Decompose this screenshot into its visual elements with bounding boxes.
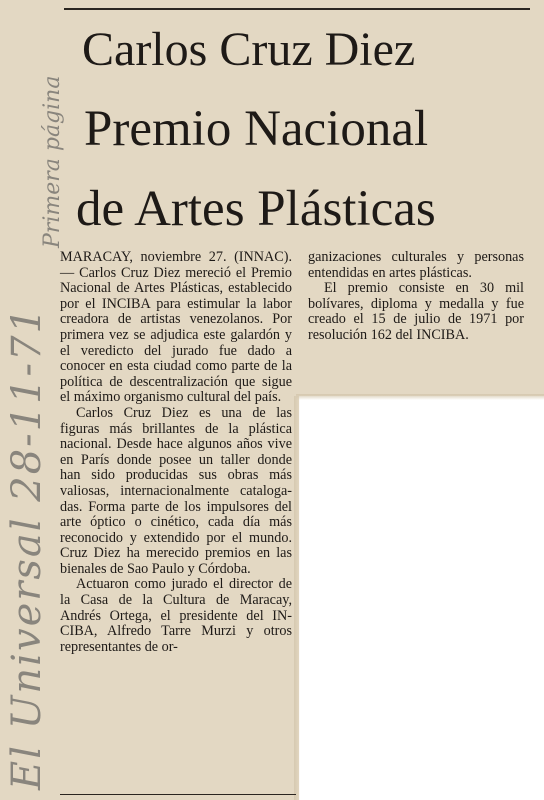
handwritten-page-note: Primera página <box>40 75 65 248</box>
handwritten-newspaper-date: El Universal 28-11-71 <box>4 306 50 790</box>
paper-torn-edge-vertical <box>294 396 300 800</box>
article-paragraph-3: Actuaron como jurado el director de la Casa de la Cultura de Maracay, Andrés Ortega, el presidente del INCIBA, Alfredo Tarre Murzi y otros representantes de or- <box>60 576 292 655</box>
article-paragraph-1: MARACAY, noviembre 27. (INNAC).— Carlos Cruz Diez mereció el Premio Nacional de Artes Plásticas, establecido por el INCIBA para estimular la labor creadora de artistas venezolanos. Por primera vez se adjudica este galardón y el veredicto del jurado fue dado a conocer en esta ciudad como parte de la política de descentralización que sigue el máximo organismo cultural del país. <box>60 249 292 406</box>
headline-line-1: Carlos Cruz Diez <box>82 23 416 76</box>
paper-torn-edge-horizontal <box>296 394 544 400</box>
bottom-rule <box>60 794 296 795</box>
article-paragraph-4: ganizaciones culturales y personas entendidas en artes plásticas. <box>308 249 524 281</box>
article-paragraph-5: El premio consiste en 30 mil bolívares, diploma y medalla y fue creado el 15 de julio de 1971 por resolución 162 del INCIBA. <box>308 280 524 343</box>
article-column-2 <box>308 250 524 344</box>
article-paragraph-2: Carlos Cruz Diez es una de las figuras más brillantes de la plástica nacional. Desde hace algunos años vive en París donde posee un taller donde han sido producidas sus obras más valiosas, internacionalmente catalogadas. Forma parte de los impulsores del arte óptico o cinético, cada día más reconocido y extendido por el mundo. Cruz Diez ha merecido premios en las bienales de Sao Paulo y Córdoba. <box>60 404 292 577</box>
headline-line-3: de Artes Plásticas <box>76 181 436 237</box>
top-rule <box>64 8 530 10</box>
article-column-1 <box>60 250 292 655</box>
headline-line-2: Premio Nacional <box>84 101 429 157</box>
